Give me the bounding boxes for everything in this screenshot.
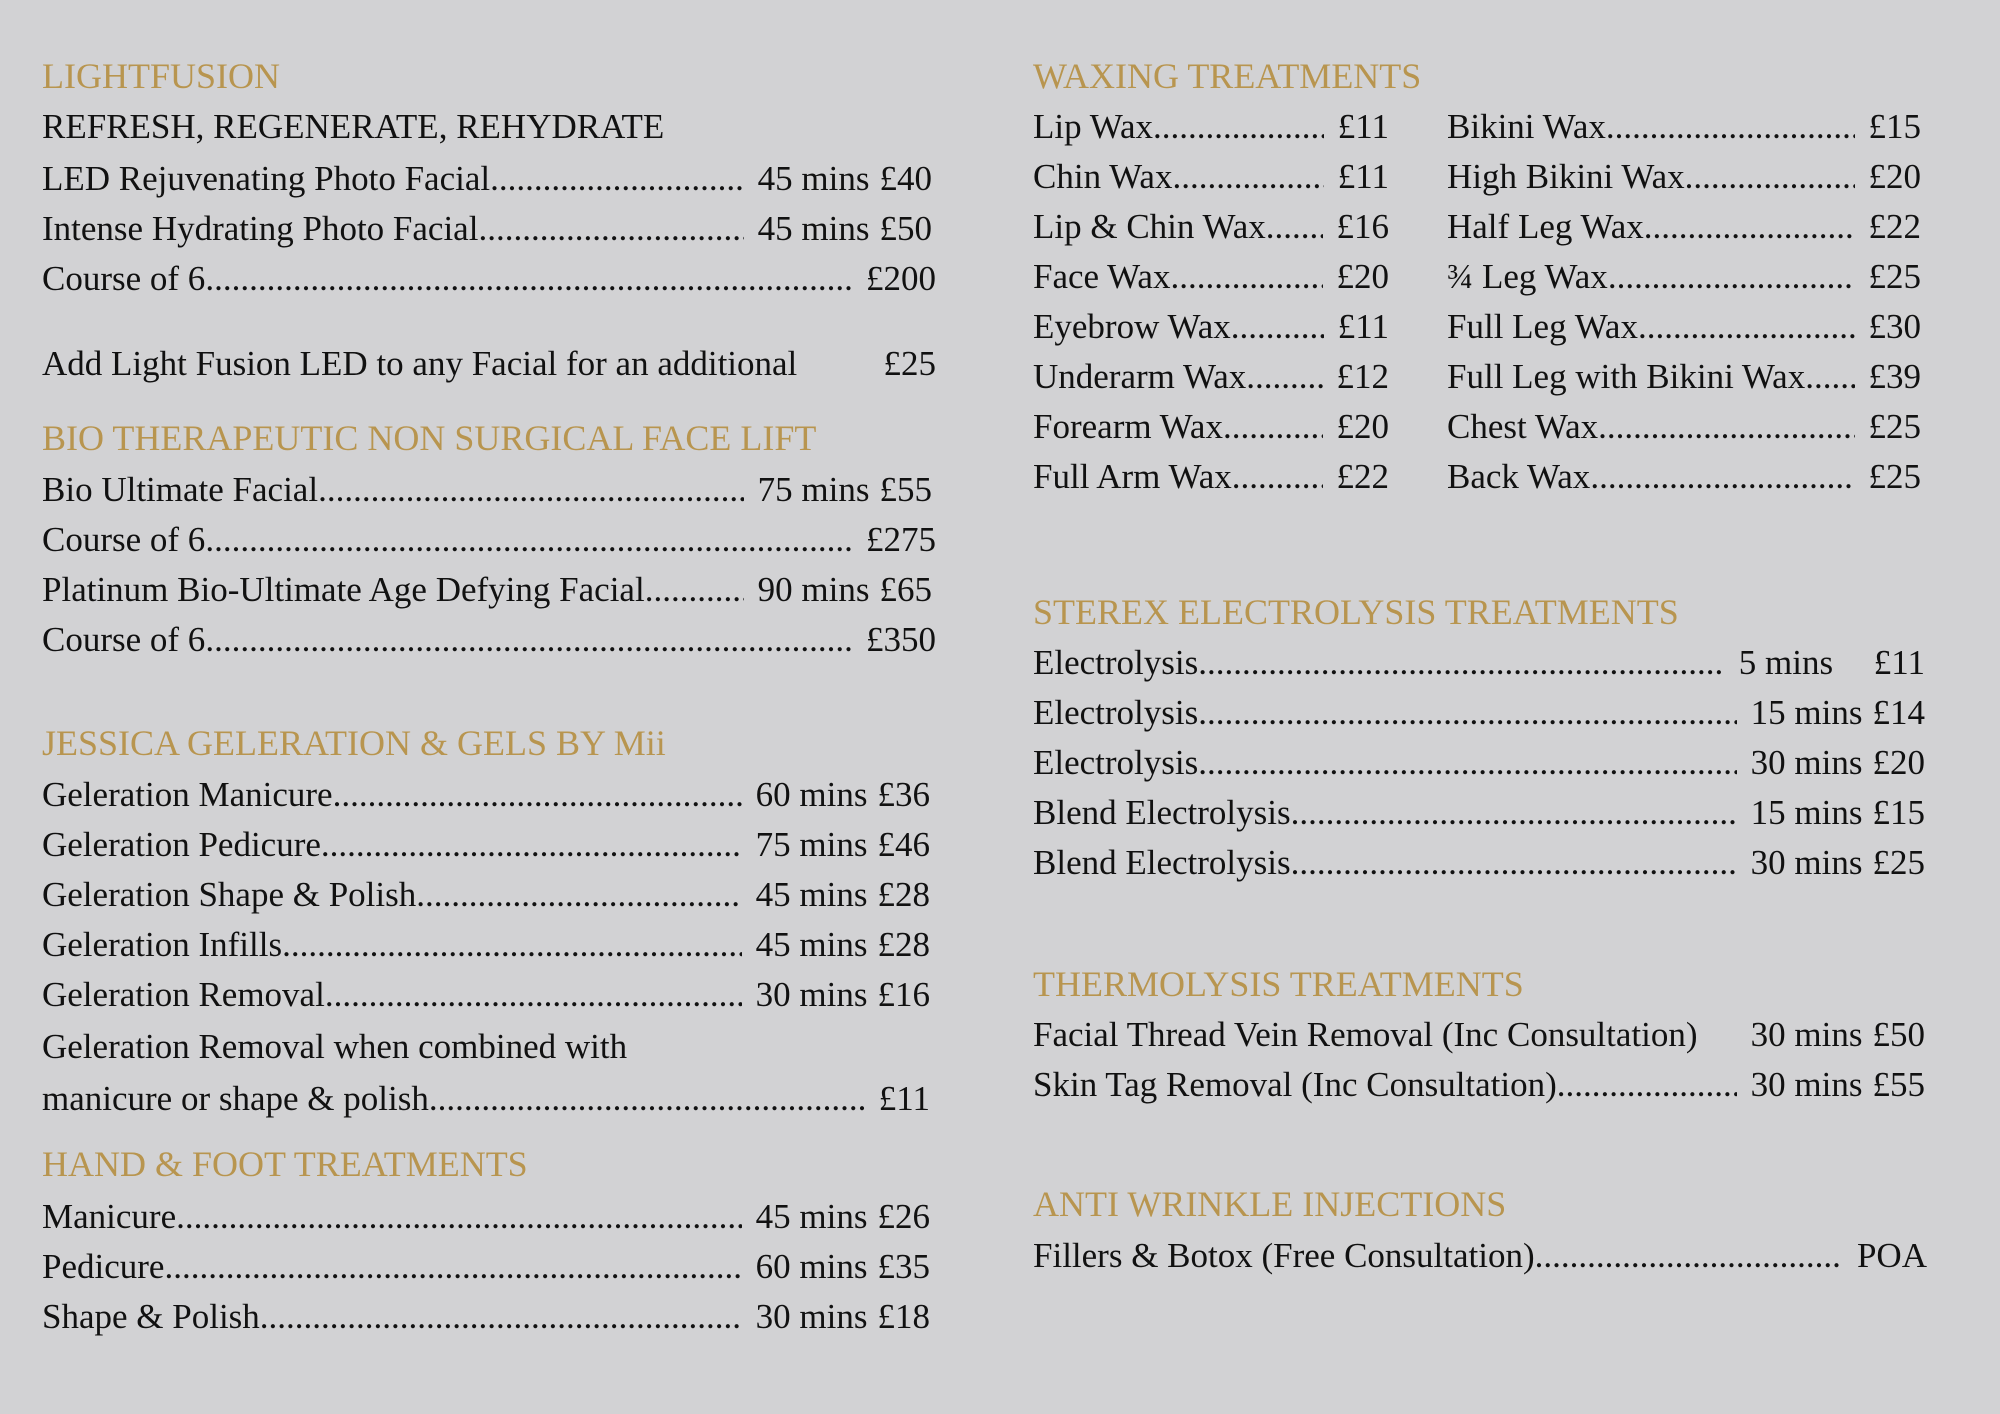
item-duration: 75 mins (757, 470, 870, 509)
leader-dots (1170, 257, 1322, 297)
item-duration: 30 mins (1750, 1015, 1863, 1054)
item-price: £35 (877, 1247, 930, 1286)
item-price: £22 (1868, 207, 1921, 246)
leader-dots (1232, 457, 1323, 497)
item-price: £50 (1872, 1015, 1925, 1054)
item-label: Platinum Bio-Ultimate Age Defying Facial (42, 570, 645, 609)
leader-dots (318, 470, 744, 510)
list-item (42, 1197, 930, 1237)
list-item (42, 975, 930, 1015)
leader-dots (1223, 407, 1323, 447)
hand-foot-heading: HAND & FOOT TREATMENTS (42, 1144, 528, 1184)
item-label: Chest Wax (1447, 407, 1599, 446)
item-label: Course of 6 (42, 259, 206, 298)
item-price: £28 (877, 875, 930, 914)
list-item (1033, 643, 1925, 683)
list-item (1033, 743, 1925, 783)
list-item (42, 1247, 930, 1287)
item-price: £25 (1868, 407, 1921, 446)
item-label: Course of 6 (42, 520, 206, 559)
item-price: £11 (1337, 107, 1389, 146)
item-price: £18 (877, 1297, 930, 1336)
list-item (42, 620, 936, 660)
list-item (1033, 1236, 1927, 1276)
lightfusion-heading: LIGHTFUSION (42, 56, 280, 96)
item-price: £275 (866, 520, 936, 559)
list-item (1447, 457, 1921, 497)
addon-label: Add Light Fusion LED to any Facial for an additional (42, 344, 798, 383)
item-label: Facial Thread Vein Removal (Inc Consultation) (1033, 1015, 1698, 1054)
item-label: Fillers & Botox (Free Consultation) (1033, 1236, 1535, 1275)
leader-dots (1198, 743, 1736, 783)
item-price: £20 (1336, 257, 1389, 296)
item-label: Geleration Shape & Polish (42, 875, 417, 914)
item-price: £55 (1872, 1065, 1925, 1104)
item-label: Full Leg Wax (1447, 307, 1638, 346)
item-duration: 30 mins (1750, 843, 1863, 882)
item-duration: 45 mins (755, 1197, 868, 1236)
list-item (1033, 843, 1925, 883)
item-label: Face Wax (1033, 257, 1171, 296)
list-item (42, 825, 930, 865)
leader-dots (1644, 207, 1855, 247)
list-item (1447, 107, 1921, 147)
item-duration: 45 mins (755, 875, 868, 914)
leader-dots (1535, 1236, 1843, 1276)
item-label: Bikini Wax (1447, 107, 1606, 146)
leader-dots (1598, 407, 1854, 447)
item-price: £200 (866, 259, 936, 298)
item-price: £55 (879, 470, 932, 509)
list-item (42, 570, 932, 610)
item-price: £350 (866, 620, 936, 659)
item-price: £20 (1868, 157, 1921, 196)
bio-heading: BIO THERAPEUTIC NON SURGICAL FACE LIFT (42, 418, 817, 458)
list-item (1033, 257, 1389, 297)
leader-dots (1266, 207, 1323, 247)
leader-dots (429, 1079, 865, 1119)
item-label: Half Leg Wax (1447, 207, 1644, 246)
item-label: Geleration Removal (42, 975, 325, 1014)
item-label: Electrolysis (1033, 743, 1199, 782)
leader-dots (1608, 257, 1855, 297)
list-item (1033, 207, 1389, 247)
item-label: Pedicure (42, 1247, 165, 1286)
item-label: Blend Electrolysis (1033, 843, 1291, 882)
leader-dots (1172, 157, 1323, 197)
list-item (1033, 107, 1389, 147)
item-duration: 15 mins (1750, 693, 1863, 732)
item-duration: 30 mins (1750, 1065, 1863, 1104)
item-price: £25 (1868, 457, 1921, 496)
list-item (42, 875, 930, 915)
item-label: LED Rejuvenating Photo Facial (42, 159, 491, 198)
item-price: £25 (1872, 843, 1925, 882)
leader-dots (1246, 357, 1322, 397)
item-label: Geleration Manicure (42, 775, 333, 814)
item-price: £11 (1337, 157, 1389, 196)
item-label: Forearm Wax (1033, 407, 1223, 446)
leader-dots (1590, 457, 1854, 497)
leader-dots (205, 620, 852, 660)
list-item (1447, 307, 1921, 347)
item-label: Blend Electrolysis (1033, 793, 1291, 832)
leader-dots (1685, 157, 1855, 197)
item-price: POA (1856, 1236, 1927, 1275)
item-label: High Bikini Wax (1447, 157, 1685, 196)
item-price: £20 (1872, 743, 1925, 782)
item-price: £65 (879, 570, 932, 609)
item-duration: 45 mins (757, 159, 870, 198)
item-label: Shape & Polish (42, 1297, 260, 1336)
leader-dots (1638, 307, 1855, 347)
leader-dots (490, 159, 744, 199)
list-item (1447, 407, 1921, 447)
item-duration: 45 mins (755, 925, 868, 964)
list-item (1033, 407, 1389, 447)
leader-dots (1291, 793, 1737, 833)
item-price: £15 (1868, 107, 1921, 146)
leader-dots (325, 975, 742, 1015)
item-label: Back Wax (1447, 457, 1591, 496)
leader-dots (205, 520, 852, 560)
item-price: £39 (1868, 357, 1921, 396)
leader-dots (1231, 307, 1324, 347)
list-item (1447, 207, 1921, 247)
addon-row (42, 344, 936, 384)
item-label: Eyebrow Wax (1033, 307, 1231, 346)
item-duration: 30 mins (755, 1297, 868, 1336)
item-price: £50 (879, 209, 932, 248)
item-price: £20 (1336, 407, 1389, 446)
item-label: Lip & Chin Wax (1033, 207, 1266, 246)
item-price: £14 (1872, 693, 1925, 732)
list-item (1033, 1015, 1925, 1055)
list-item (1033, 307, 1389, 347)
item-label: Intense Hydrating Photo Facial (42, 209, 479, 248)
item-label: Electrolysis (1033, 643, 1199, 682)
list-item (42, 925, 930, 965)
item-price: £40 (879, 159, 932, 198)
item-duration: 30 mins (1750, 743, 1863, 782)
item-duration: 75 mins (755, 825, 868, 864)
leader-dots (176, 1197, 742, 1237)
item-label: Geleration Infills (42, 925, 283, 964)
leader-dots (416, 875, 741, 915)
leader-dots (1198, 693, 1736, 733)
item-price: £11 (878, 1079, 930, 1118)
item-price: £15 (1872, 793, 1925, 832)
leader-dots (1557, 1065, 1737, 1105)
list-item (1447, 357, 1921, 397)
list-item (42, 159, 932, 199)
item-label: Manicure (42, 1197, 177, 1236)
item-duration: 45 mins (757, 209, 870, 248)
item-label: Full Leg with Bikini Wax (1447, 357, 1806, 396)
item-price: £16 (1336, 207, 1389, 246)
sterex-heading: STEREX ELECTROLYSIS TREATMENTS (1033, 592, 1679, 632)
list-item (1447, 157, 1921, 197)
item-price: £46 (877, 825, 930, 864)
leader-dots (1606, 107, 1855, 147)
item-duration: 60 mins (755, 1247, 868, 1286)
anti-wrinkle-heading: ANTI WRINKLE INJECTIONS (1033, 1184, 1507, 1224)
leader-dots (1805, 357, 1854, 397)
item-price: £22 (1336, 457, 1389, 496)
item-price: £28 (877, 925, 930, 964)
item-duration: 90 mins (757, 570, 870, 609)
list-item (42, 470, 932, 510)
item-duration: 60 mins (755, 775, 868, 814)
leader-dots (333, 775, 742, 815)
list-item (1033, 157, 1389, 197)
leader-dots (645, 570, 744, 610)
item-label: Bio Ultimate Facial (42, 470, 319, 509)
thermolysis-heading: THERMOLYSIS TREATMENTS (1033, 964, 1524, 1004)
list-item (1033, 693, 1925, 733)
item-price: £30 (1868, 307, 1921, 346)
leader-dots (1198, 643, 1725, 683)
item-label: Chin Wax (1033, 157, 1173, 196)
lightfusion-subtitle: REFRESH, REGENERATE, REHYDRATE (42, 107, 665, 146)
leader-dots (478, 209, 743, 249)
leader-dots (321, 825, 742, 865)
addon-price: £25 (883, 344, 936, 383)
list-item (1033, 1065, 1925, 1105)
list-item (1033, 357, 1389, 397)
item-label: Lip Wax (1033, 107, 1153, 146)
item-duration: 30 mins (755, 975, 868, 1014)
leader-dots (164, 1247, 741, 1287)
combined-note-line1: Geleration Removal when combined with (42, 1027, 628, 1066)
leader-dots (1291, 843, 1737, 883)
list-item (42, 1297, 930, 1337)
waxing-heading: WAXING TREATMENTS (1033, 56, 1422, 96)
item-label: Underarm Wax (1033, 357, 1247, 396)
leader-dots (260, 1297, 742, 1337)
list-item (42, 259, 936, 299)
item-price: £36 (877, 775, 930, 814)
leader-dots (282, 925, 742, 965)
list-item (1033, 457, 1389, 497)
item-duration: 5 mins (1738, 643, 1834, 682)
list-item (1447, 257, 1921, 297)
list-item (42, 209, 932, 249)
jessica-heading: JESSICA GELERATION & GELS BY Mii (42, 723, 666, 763)
item-price: £11 (1873, 643, 1925, 682)
item-label: Electrolysis (1033, 693, 1199, 732)
item-label: Skin Tag Removal (Inc Consultation) (1033, 1065, 1557, 1104)
item-label: Geleration Pedicure (42, 825, 321, 864)
item-label: Full Arm Wax (1033, 457, 1232, 496)
item-price: £25 (1868, 257, 1921, 296)
item-label: ¾ Leg Wax (1447, 257, 1608, 296)
list-item (1033, 793, 1925, 833)
list-item (42, 1079, 930, 1119)
item-price: £26 (877, 1197, 930, 1236)
item-label: manicure or shape & polish (42, 1079, 429, 1118)
item-price: £11 (1337, 307, 1389, 346)
leader-dots (1153, 107, 1324, 147)
item-duration: 15 mins (1750, 793, 1863, 832)
item-price: £16 (877, 975, 930, 1014)
list-item (42, 775, 930, 815)
leader-dots (205, 259, 852, 299)
list-item (42, 520, 936, 560)
item-label: Course of 6 (42, 620, 206, 659)
item-price: £12 (1336, 357, 1389, 396)
